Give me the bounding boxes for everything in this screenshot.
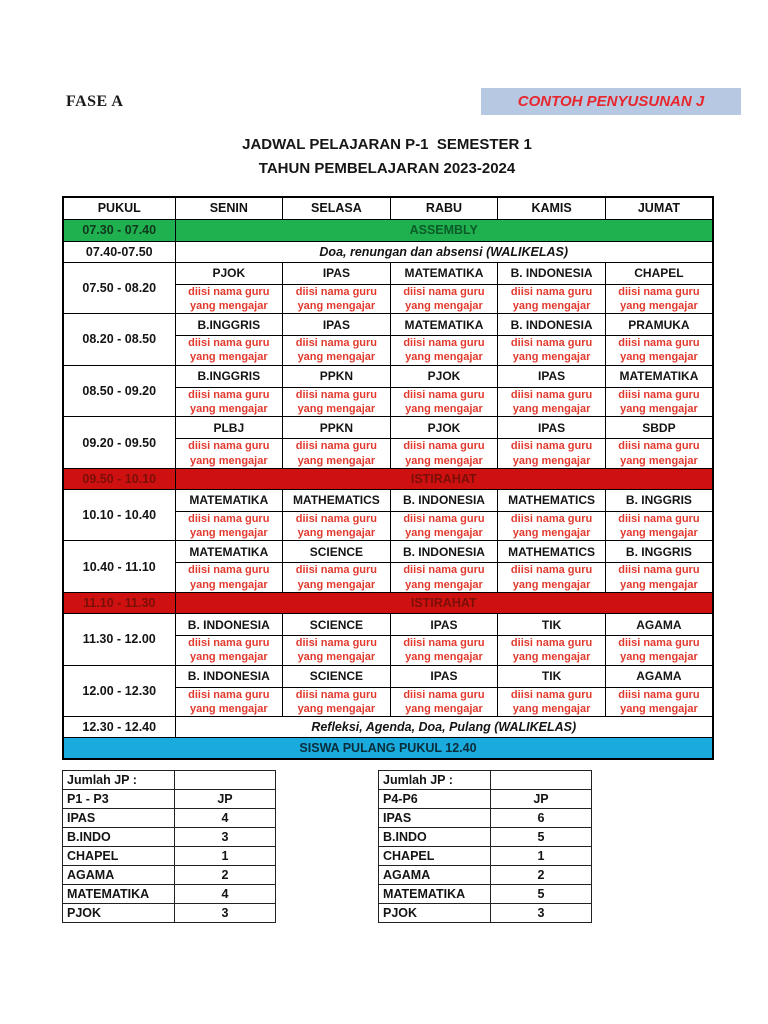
teacher-placeholder-cell: diisi nama guru yang mengajar (390, 563, 498, 593)
summary-data-row (379, 885, 592, 904)
teacher-placeholder-cell: diisi nama guru yang mengajar (498, 284, 606, 314)
time-cell: 09.50 - 10.10 (63, 468, 175, 489)
summary-data-row-value: 6 (491, 809, 592, 828)
schedule-row (63, 665, 713, 687)
column-header-senin: SENIN (175, 197, 283, 219)
teacher-placeholder-cell: diisi nama guru yang mengajar (605, 511, 713, 541)
column-header-rabu: RABU (390, 197, 498, 219)
teacher-placeholder-cell: diisi nama guru yang mengajar (283, 687, 391, 717)
summary-data-row-label: PJOK (63, 904, 175, 923)
summary-title-row-value (491, 771, 592, 790)
time-cell: 12.00 - 12.30 (63, 665, 175, 717)
teacher-placeholder-cell: diisi nama guru yang mengajar (498, 387, 606, 417)
subject-cell: CHAPEL (605, 262, 713, 284)
summary-data-row-value: 5 (491, 885, 592, 904)
teacher-placeholder-cell: diisi nama guru yang mengajar (283, 439, 391, 469)
teacher-placeholder-cell: diisi nama guru yang mengajar (498, 636, 606, 666)
teacher-placeholder-cell: diisi nama guru yang mengajar (390, 284, 498, 314)
summary-data-row (379, 847, 592, 866)
subject-cell: B. INDONESIA (498, 314, 606, 336)
schedule-row (63, 314, 713, 336)
subject-cell: B. INGGRIS (605, 541, 713, 563)
summary-data-row-label: B.INDO (379, 828, 491, 847)
teacher-placeholder-cell: diisi nama guru yang mengajar (283, 387, 391, 417)
summary-data-row-value: 4 (175, 809, 276, 828)
contoh-banner-text: CONTOH PENYUSUNAN J (517, 93, 705, 110)
summary-data-row-value: 2 (491, 866, 592, 885)
summary-title-row (379, 771, 592, 790)
summary-data-row-label: IPAS (379, 809, 491, 828)
subject-cell: PRAMUKA (605, 314, 713, 336)
teacher-placeholder-cell: diisi nama guru yang mengajar (605, 284, 713, 314)
teacher-placeholder-cell: diisi nama guru yang mengajar (283, 511, 391, 541)
summary-data-row (63, 904, 276, 923)
summary-header-row-value: JP (491, 790, 592, 809)
subject-cell: B.INGGRIS (175, 365, 283, 387)
teacher-placeholder-cell: diisi nama guru yang mengajar (498, 511, 606, 541)
teacher-placeholder-cell: diisi nama guru yang mengajar (498, 336, 606, 366)
subject-cell: IPAS (498, 417, 606, 439)
subject-cell: B. INDONESIA (175, 614, 283, 636)
summary-data-row (63, 847, 276, 866)
summary-data-row-label: PJOK (379, 904, 491, 923)
contoh-banner (481, 88, 741, 115)
teacher-placeholder-cell: diisi nama guru yang mengajar (498, 687, 606, 717)
subject-cell: MATHEMATICS (498, 489, 606, 511)
subject-cell: PLBJ (175, 417, 283, 439)
summary-title-row-label: Jumlah JP : (379, 771, 491, 790)
time-cell: 10.40 - 11.10 (63, 541, 175, 593)
teacher-placeholder-cell: diisi nama guru yang mengajar (605, 563, 713, 593)
summary-header-row-value: JP (175, 790, 276, 809)
column-header-jumat: JUMAT (605, 197, 713, 219)
summary-data-row-value: 3 (491, 904, 592, 923)
subject-cell: IPAS (283, 314, 391, 336)
subject-cell: MATEMATIKA (390, 262, 498, 284)
subject-cell: MATEMATIKA (605, 365, 713, 387)
summary-data-row-value: 1 (175, 847, 276, 866)
summary-data-row (63, 809, 276, 828)
teacher-placeholder-cell: diisi nama guru yang mengajar (605, 636, 713, 666)
teacher-placeholder-cell: diisi nama guru yang mengajar (283, 284, 391, 314)
summary-header-row-label: P1 - P3 (63, 790, 175, 809)
column-header-pukul: PUKUL (63, 197, 175, 219)
summary-table-p4-p6 (378, 770, 592, 923)
break-banner: ISTIRAHAT (175, 593, 713, 614)
summary-header-row (63, 790, 276, 809)
break-banner: ISTIRAHAT (175, 468, 713, 489)
subject-cell: B. INDONESIA (390, 489, 498, 511)
teacher-placeholder-cell: diisi nama guru yang mengajar (283, 336, 391, 366)
schedule-row (63, 541, 713, 563)
teacher-placeholder-cell: diisi nama guru yang mengajar (175, 387, 283, 417)
subject-cell: TIK (498, 614, 606, 636)
subject-cell: SBDP (605, 417, 713, 439)
teacher-placeholder-cell: diisi nama guru yang mengajar (175, 687, 283, 717)
teacher-placeholder-cell: diisi nama guru yang mengajar (390, 387, 498, 417)
subject-cell: SCIENCE (283, 614, 391, 636)
subject-cell: IPAS (498, 365, 606, 387)
summary-data-row (379, 828, 592, 847)
time-cell: 11.10 - 11.30 (63, 593, 175, 614)
teacher-placeholder-cell: diisi nama guru yang mengajar (390, 687, 498, 717)
subject-cell: B. INDONESIA (498, 262, 606, 284)
subject-cell: MATEMATIKA (390, 314, 498, 336)
teacher-placeholder-cell: diisi nama guru yang mengajar (283, 636, 391, 666)
teacher-placeholder-cell: diisi nama guru yang mengajar (605, 387, 713, 417)
dismissal-row (63, 738, 713, 759)
subject-cell: IPAS (283, 262, 391, 284)
subject-cell: MATHEMATICS (498, 541, 606, 563)
summary-data-row (379, 904, 592, 923)
teacher-placeholder-cell: diisi nama guru yang mengajar (390, 336, 498, 366)
schedule-row (63, 614, 713, 636)
subject-cell: PJOK (175, 262, 283, 284)
summary-data-row-value: 4 (175, 885, 276, 904)
subject-cell: IPAS (390, 665, 498, 687)
time-cell: 08.50 - 09.20 (63, 365, 175, 417)
subject-cell: B. INDONESIA (390, 541, 498, 563)
summary-data-row-label: B.INDO (63, 828, 175, 847)
summary-data-row-value: 1 (491, 847, 592, 866)
subject-cell: AGAMA (605, 665, 713, 687)
teacher-placeholder-cell: diisi nama guru yang mengajar (175, 439, 283, 469)
time-cell: 11.30 - 12.00 (63, 614, 175, 666)
teacher-placeholder-cell: diisi nama guru yang mengajar (175, 511, 283, 541)
subject-cell: SCIENCE (283, 665, 391, 687)
summary-data-row-label: CHAPEL (379, 847, 491, 866)
summary-title-row-label: Jumlah JP : (63, 771, 175, 790)
teacher-placeholder-cell: diisi nama guru yang mengajar (175, 336, 283, 366)
time-cell: 07.30 - 07.40 (63, 219, 175, 241)
fase-label: FASE A (66, 93, 124, 110)
summary-table-p1-p3 (62, 770, 276, 923)
note-cell: Doa, renungan dan absensi (WALIKELAS) (175, 241, 713, 262)
teacher-placeholder-cell: diisi nama guru yang mengajar (390, 511, 498, 541)
summary-data-row (63, 828, 276, 847)
summary-data-row-label: MATEMATIKA (379, 885, 491, 904)
subject-cell: PPKN (283, 365, 391, 387)
summary-header-row-label: P4-P6 (379, 790, 491, 809)
note-row (63, 241, 713, 262)
summary-data-row (379, 866, 592, 885)
subject-cell: PPKN (283, 417, 391, 439)
summary-data-row-label: MATEMATIKA (63, 885, 175, 904)
summary-data-row-value: 2 (175, 866, 276, 885)
break-row (63, 593, 713, 614)
summary-header-row (379, 790, 592, 809)
assembly-row (63, 219, 713, 241)
summary-title-row (63, 771, 276, 790)
subject-cell: B.INGGRIS (175, 314, 283, 336)
summary-data-row (379, 809, 592, 828)
time-cell: 10.10 - 10.40 (63, 489, 175, 541)
schedule-table (62, 196, 714, 760)
schedule-row (63, 417, 713, 439)
note-cell: Refleksi, Agenda, Doa, Pulang (WALIKELAS) (175, 717, 713, 738)
teacher-placeholder-cell: diisi nama guru yang mengajar (605, 439, 713, 469)
time-cell: 07.40-07.50 (63, 241, 175, 262)
summary-data-row (63, 885, 276, 904)
teacher-placeholder-cell: diisi nama guru yang mengajar (605, 336, 713, 366)
subject-cell: MATEMATIKA (175, 541, 283, 563)
schedule-title: JADWAL PELAJARAN P-1 SEMESTER 1 (242, 136, 532, 153)
subject-cell: B. INDONESIA (175, 665, 283, 687)
column-header-selasa: SELASA (283, 197, 391, 219)
summary-data-row-value: 3 (175, 828, 276, 847)
subject-cell: PJOK (390, 365, 498, 387)
teacher-placeholder-cell: diisi nama guru yang mengajar (175, 636, 283, 666)
break-row (63, 468, 713, 489)
teacher-placeholder-cell: diisi nama guru yang mengajar (498, 563, 606, 593)
schedule-row (63, 262, 713, 284)
time-cell: 08.20 - 08.50 (63, 314, 175, 366)
note-row (63, 717, 713, 738)
summary-data-row-label: CHAPEL (63, 847, 175, 866)
subject-cell: IPAS (390, 614, 498, 636)
summary-data-row-value: 5 (491, 828, 592, 847)
schedule-header-row (63, 197, 713, 219)
subject-cell: PJOK (390, 417, 498, 439)
time-cell: 07.50 - 08.20 (63, 262, 175, 314)
schedule-subtitle: TAHUN PEMBELAJARAN 2023-2024 (258, 160, 516, 177)
teacher-placeholder-cell: diisi nama guru yang mengajar (283, 563, 391, 593)
subject-cell: AGAMA (605, 614, 713, 636)
subject-cell: MATEMATIKA (175, 489, 283, 511)
subject-cell: SCIENCE (283, 541, 391, 563)
subject-cell: MATHEMATICS (283, 489, 391, 511)
summary-data-row-value: 3 (175, 904, 276, 923)
time-cell: 12.30 - 12.40 (63, 717, 175, 738)
summary-data-row-label: AGAMA (63, 866, 175, 885)
column-header-kamis: KAMIS (498, 197, 606, 219)
teacher-placeholder-cell: diisi nama guru yang mengajar (498, 439, 606, 469)
teacher-placeholder-cell: diisi nama guru yang mengajar (390, 636, 498, 666)
summary-data-row-label: IPAS (63, 809, 175, 828)
schedule-row (63, 365, 713, 387)
teacher-placeholder-cell: diisi nama guru yang mengajar (390, 439, 498, 469)
subject-cell: TIK (498, 665, 606, 687)
time-cell: 09.20 - 09.50 (63, 417, 175, 469)
teacher-placeholder-cell: diisi nama guru yang mengajar (175, 284, 283, 314)
summary-data-row-label: AGAMA (379, 866, 491, 885)
teacher-placeholder-cell: diisi nama guru yang mengajar (175, 563, 283, 593)
summary-data-row (63, 866, 276, 885)
assembly-banner: ASSEMBLY (175, 219, 713, 241)
schedule-row (63, 489, 713, 511)
subject-cell: B. INGGRIS (605, 489, 713, 511)
teacher-placeholder-cell: diisi nama guru yang mengajar (605, 687, 713, 717)
summary-title-row-value (175, 771, 276, 790)
dismissal-banner: SISWA PULANG PUKUL 12.40 (63, 738, 713, 759)
